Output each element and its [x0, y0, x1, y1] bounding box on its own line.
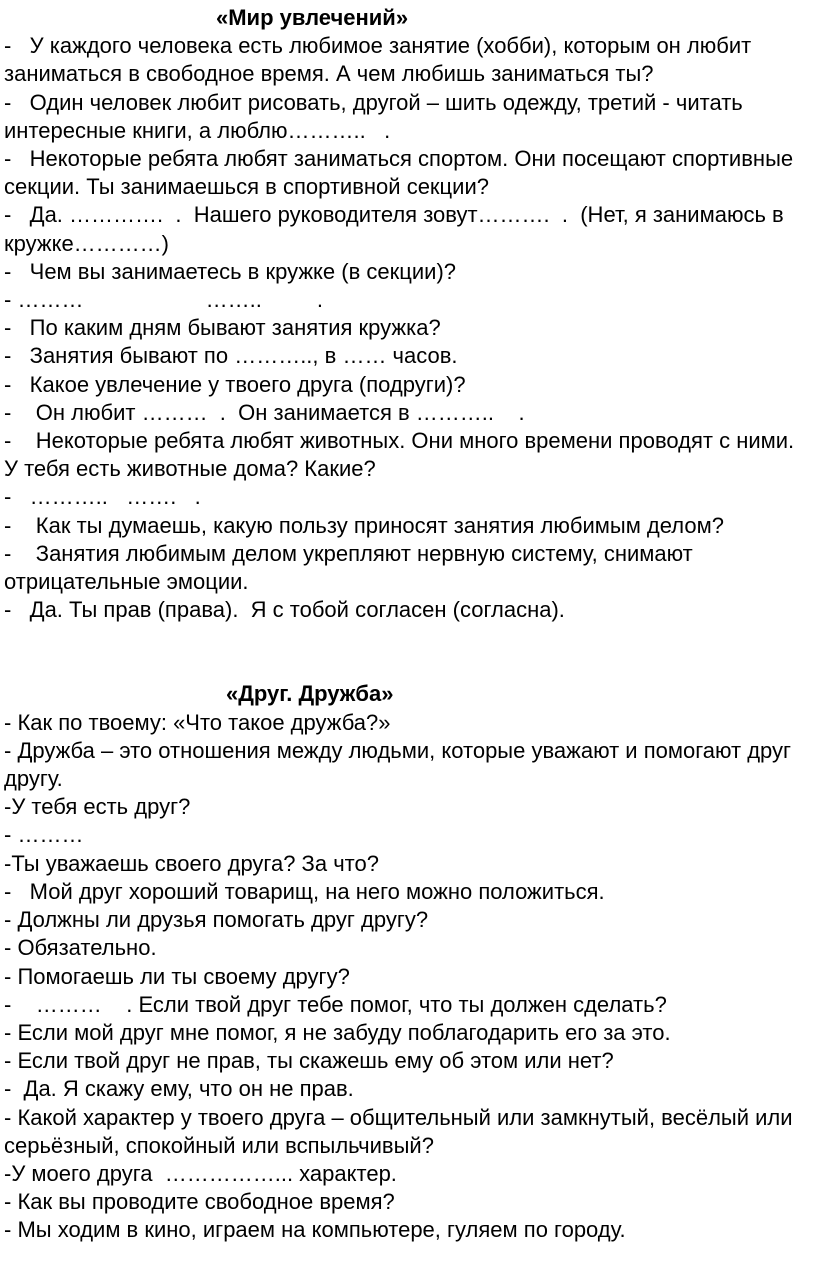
text-line: - ……….. ……. . — [4, 484, 201, 510]
text-line: - Как вы проводите свободное время? — [4, 1189, 395, 1215]
text-line: - Если мой друг мне помог, я не забуду поблагодарить его за это. — [4, 1019, 671, 1045]
text-line: - ……… . Если твой друг тебе помог, что ты должен сделать? — [4, 991, 667, 1017]
section-title-friendship: «Друг. Дружба» — [226, 681, 394, 707]
text-line: - Некоторые ребята любят животных. Они много времени проводят с ними. — [4, 428, 795, 454]
text-line: -Ты уважаешь своего друга? За что? — [4, 850, 379, 876]
text-line: - Мы ходим в кино, играем на компьютере, гуляем по городу. — [4, 1217, 626, 1243]
text-line: - Обязательно. — [4, 935, 157, 961]
text-line: - Мой друг хороший товарищ, на него можно положиться. — [4, 878, 605, 904]
text-line: - Да. …………. . Нашего руководителя зовут………. . (Нет, я занимаюсь в кружке…………) — [4, 202, 790, 256]
text-line: - Помогаешь ли ты своему другу? — [4, 963, 350, 989]
text-line: - Занятия любимым делом укрепляют нервную систему, снимают отрицательные эмоции. — [4, 540, 699, 595]
text-line: - Он любит ……… . Он занимается в ……….. . — [4, 399, 525, 425]
text-line: - Дружба – это отношения между людьми, которые уважают и помогают друг другу. — [4, 737, 798, 792]
section-gap — [4, 624, 816, 680]
text-line: - Чем вы занимаетесь в кружке (в секции)? — [4, 258, 456, 284]
text-line: -У тебя есть друг? — [4, 794, 191, 820]
text-line: - ……… …….. . — [4, 287, 324, 313]
text-line: -У моего друга ……………... характер. — [4, 1160, 397, 1186]
section-title-hobbies: «Мир увлечений» — [216, 5, 409, 30]
text-line: - Один человек любит рисовать, другой – шить одежду, третий - читать интересные книги, а люблю……….. . — [4, 89, 749, 143]
text-line: - Да. Я скажу ему, что он не прав. — [4, 1076, 354, 1102]
text-line: - ……… — [4, 822, 84, 848]
section-hobbies-body — [4, 32, 816, 624]
text-line: - По каким дням бывают занятия кружка? — [4, 315, 441, 341]
text-line: - Как ты думаешь, какую пользу приносят занятия любимым делом? — [4, 512, 724, 538]
text-line: - Некоторые ребята любят заниматься спортом. Они посещают спортивные секции. Ты занимаешься в спортивной секции? — [4, 146, 800, 200]
text-line: У тебя есть животные дома? Какие? — [4, 456, 376, 482]
text-line: - Если твой друг не прав, ты скажешь ему об этом или нет? — [4, 1048, 614, 1074]
text-line: - Да. Ты прав (права). Я с тобой согласен (согласна). — [4, 597, 565, 623]
text-line: - Занятия бывают по ……….., в …… часов. — [4, 343, 458, 369]
section-friendship-body — [4, 709, 816, 1245]
text-line: - Какой характер у твоего друга – общительный или замкнутый, весёлый или серьёзный, спокойный или вспыльчивый? — [4, 1104, 799, 1158]
text-line: - Должны ли друзья помогать друг другу? — [4, 907, 429, 933]
text-line: - У каждого человека есть любимое занятие (хобби), которым он любит заниматься в свободное время. А чем любишь заниматься ты? — [4, 33, 758, 87]
text-line: - Как по твоему: «Что такое дружба?» — [4, 709, 391, 735]
text-line: - Какое увлечение у твоего друга (подруги)? — [4, 371, 466, 397]
